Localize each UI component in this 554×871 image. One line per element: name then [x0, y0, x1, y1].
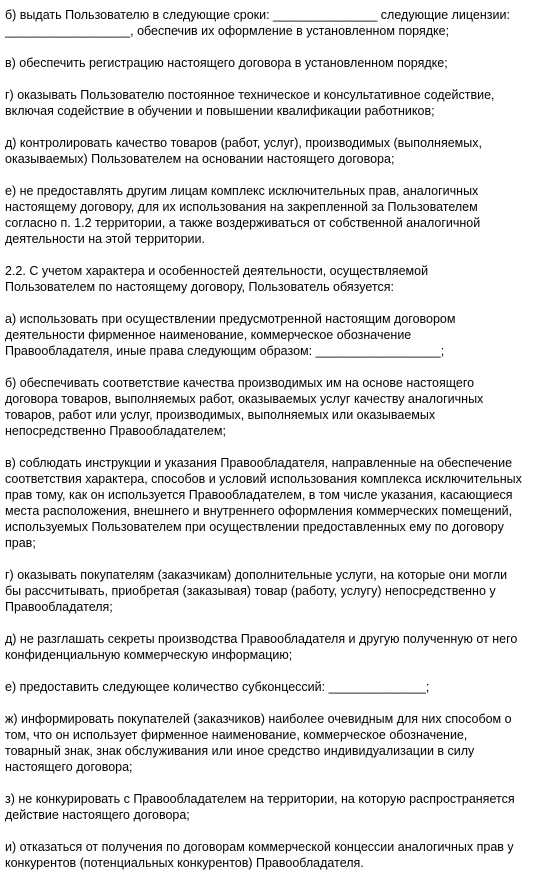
paragraph-g-support: г) оказывать Пользователю постоянное техническое и консультативное содействие, включая содействие в обучении и повышении квалификации работников; [5, 88, 495, 118]
paragraph-g-extra-services: г) оказывать покупателям (заказчикам) дополнительные услуги, на которые они могли бы рассчитывать, приобретая (заказывая) товар (работу, услугу) непосредственно у Правообладателя; [5, 568, 508, 614]
paragraph-z-no-competition: з) не конкурировать с Правообладателем на территории, на которую распространяется действие настоящего договора; [5, 792, 515, 822]
paragraph-b-quality: б) обеспечивать соответствие качества производимых им на основе настоящего договора товаров, выполняемых работ, оказываемых услуг качеству аналогичных товаров, работ или услуг, производимых, выполняемых или оказываемых непосредственно Правообладателем; [5, 376, 484, 438]
document-body [5, 7, 551, 871]
paragraph-zh-inform-customers: ж) информировать покупателей (заказчиков) наиболее очевидным для них способом о том, что он использует фирменное наименование, коммерческое обозначение, товарный знак, знак обслуживания или иное средство индивидуализации в силу настоящего договора; [5, 712, 512, 774]
section-2-2-heading: 2.2. С учетом характера и особенностей деятельности, осуществляемой Пользователем по настоящему договору, Пользователь обязуется: [5, 264, 429, 294]
paragraph-v-instructions: в) соблюдать инструкции и указания Правообладателя, направленные на обеспечение соответствия характера, способов и условий использования комплекса исключительных прав тому, как он используется Правообладателем, в том числе указания, касающиеся места расположения, внешнего и внутреннего оформления коммерческих помещений, используемых Пользователем при осуществлении предоставленных ему по договору прав; [5, 456, 522, 550]
paragraph-e-subconcessions: е) предоставить следующее количество субконцессий: ______________; [5, 680, 430, 694]
paragraph-v-registration: в) обеспечить регистрацию настоящего договора в установленном порядке; [5, 56, 448, 70]
paragraph-d-confidentiality: д) не разглашать секреты производства Правообладателя и другую полученную от него конфиденциальную коммерческую информацию; [5, 632, 518, 662]
paragraph-i-refuse-rights: и) отказаться от получения по договорам коммерческой концессии аналогичных прав у конкурентов (потенциальных конкурентов) Правообладателя. [5, 840, 514, 870]
paragraph-b-licenses: б) выдать Пользователю в следующие сроки: _______________ следующие лицензии: __________________, обеспечив их оформление в установленном порядке; [5, 8, 510, 38]
paragraph-e-exclusivity: е) не предоставлять другим лицам комплекс исключительных прав, аналогичных настоящему договору, для их использования на закрепленной за Пользователем согласно п. 1.2 территории, а также воздерживаться от собственной аналогичной деятельности на этой территории. [5, 184, 481, 246]
paragraph-a-use-name: а) использовать при осуществлении предусмотренной настоящим договором деятельности фирменное наименование, коммерческое обозначение Правообладателя, иные права следующим образом: __________________; [5, 312, 456, 358]
paragraph-d-quality-control: д) контролировать качество товаров (работ, услуг), производимых (выполняемых, оказываемых) Пользователем на основании настоящего договора; [5, 136, 482, 166]
